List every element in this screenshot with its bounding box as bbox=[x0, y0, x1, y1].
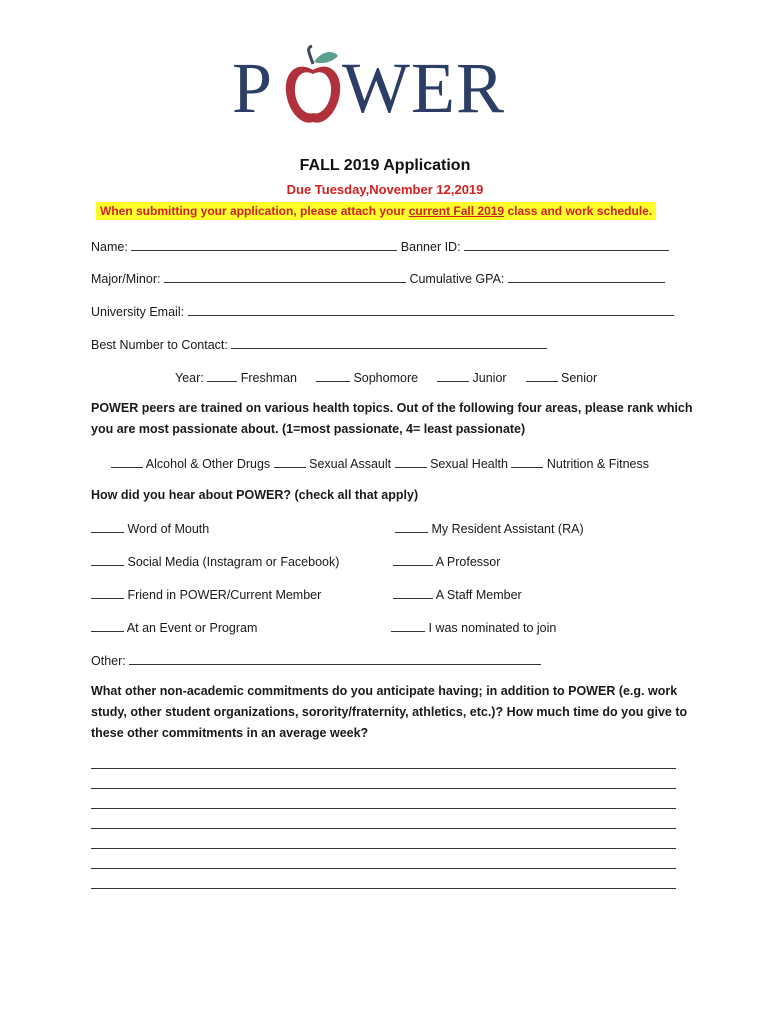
email-row bbox=[91, 303, 674, 320]
rank-question-line-1: POWER peers are trained on various health topics. Out of the following four areas, please rank which bbox=[91, 401, 693, 415]
option-label: I was nominated to join bbox=[428, 621, 557, 635]
hear-option-nominated bbox=[391, 619, 556, 636]
answer-line[interactable] bbox=[91, 888, 676, 889]
commitments-question bbox=[91, 681, 687, 744]
senior-blank[interactable] bbox=[526, 369, 558, 382]
rank-blank-nutrition[interactable] bbox=[511, 455, 543, 468]
rank-blank-sexual-health[interactable] bbox=[395, 455, 427, 468]
apple-icon bbox=[282, 44, 344, 128]
gpa-label: Cumulative GPA: bbox=[409, 272, 505, 286]
option-label: My Resident Assistant (RA) bbox=[431, 522, 584, 536]
contact-field[interactable] bbox=[231, 336, 547, 349]
check-blank[interactable] bbox=[393, 586, 433, 599]
check-blank[interactable] bbox=[393, 553, 433, 566]
form-title: FALL 2019 Application bbox=[299, 157, 471, 174]
answer-line[interactable] bbox=[91, 808, 676, 809]
commitments-line-3: these other commitments in an average week? bbox=[91, 726, 369, 740]
notice-text-start: When submitting your application, please attach your bbox=[100, 204, 409, 218]
other-field[interactable] bbox=[129, 652, 541, 665]
answer-line[interactable] bbox=[91, 868, 676, 869]
hear-option-social-media bbox=[91, 553, 339, 570]
major-row bbox=[91, 270, 665, 287]
power-logo bbox=[232, 44, 552, 128]
hear-option-professor bbox=[393, 553, 500, 570]
year-freshman: Freshman bbox=[240, 371, 297, 385]
major-label: Major/Minor: bbox=[91, 272, 161, 286]
rank-question bbox=[91, 398, 693, 440]
year-sophomore: Sophomore bbox=[353, 371, 419, 385]
hear-option-word-of-mouth bbox=[91, 520, 209, 537]
logo-letter-p: P bbox=[232, 48, 274, 128]
option-label: At an Event or Program bbox=[126, 621, 258, 635]
hear-option-staff bbox=[393, 586, 522, 603]
option-label: Word of Mouth bbox=[127, 522, 210, 536]
email-label: University Email: bbox=[91, 305, 185, 319]
gpa-field[interactable] bbox=[508, 270, 665, 283]
year-row bbox=[175, 369, 597, 386]
hear-option-event bbox=[91, 619, 257, 636]
check-blank[interactable] bbox=[91, 586, 124, 599]
name-row bbox=[91, 238, 669, 255]
option-label: Friend in POWER/Current Member bbox=[127, 588, 322, 602]
option-label: A Staff Member bbox=[435, 588, 522, 602]
due-date: Due Tuesday,November 12,2019 bbox=[286, 182, 484, 197]
banner-id-label: Banner ID: bbox=[400, 240, 461, 254]
rank-question-line-2: you are most passionate about. (1=most passionate, 4= least passionate) bbox=[91, 422, 526, 436]
notice-text-end: class and work schedule. bbox=[504, 204, 653, 218]
logo-letters-wer: WER bbox=[342, 48, 505, 128]
rank-alcohol: Alcohol & Other Drugs bbox=[145, 457, 271, 471]
rank-options-row bbox=[111, 455, 649, 472]
hear-option-ra bbox=[395, 520, 584, 537]
rank-blank-alcohol[interactable] bbox=[111, 455, 143, 468]
commitments-line-1: What other non-academic commitments do you anticipate having; in addition to POWER (e.g. work bbox=[91, 684, 678, 698]
rank-sexual-health: Sexual Health bbox=[430, 457, 508, 471]
freshman-blank[interactable] bbox=[207, 369, 237, 382]
year-junior: Junior bbox=[472, 371, 507, 385]
answer-line[interactable] bbox=[91, 828, 676, 829]
name-field[interactable] bbox=[131, 238, 397, 251]
name-label: Name: bbox=[91, 240, 128, 254]
rank-blank-assault[interactable] bbox=[274, 455, 306, 468]
check-blank[interactable] bbox=[395, 520, 428, 533]
year-label: Year: bbox=[175, 371, 204, 385]
check-blank[interactable] bbox=[391, 619, 425, 632]
major-field[interactable] bbox=[164, 270, 406, 283]
answer-line[interactable] bbox=[91, 848, 676, 849]
check-blank[interactable] bbox=[91, 553, 124, 566]
option-label: A Professor bbox=[435, 555, 501, 569]
email-field[interactable] bbox=[188, 303, 674, 316]
check-blank[interactable] bbox=[91, 619, 124, 632]
other-label: Other: bbox=[91, 654, 126, 668]
hear-question: How did you hear about POWER? (check all that apply) bbox=[91, 488, 419, 502]
option-label: Social Media (Instagram or Facebook) bbox=[127, 555, 340, 569]
junior-blank[interactable] bbox=[437, 369, 469, 382]
answer-line[interactable] bbox=[91, 788, 676, 789]
banner-id-field[interactable] bbox=[464, 238, 669, 251]
check-blank[interactable] bbox=[91, 520, 124, 533]
commitments-line-2: study, other student organizations, sorority/fraternity, athletics, etc.)? How much time do you give to bbox=[91, 705, 688, 719]
other-row bbox=[91, 652, 541, 669]
contact-row bbox=[91, 336, 547, 353]
rank-sexual-assault: Sexual Assault bbox=[309, 457, 392, 471]
hear-option-friend bbox=[91, 586, 321, 603]
notice-text-underlined: current Fall 2019 bbox=[408, 204, 505, 218]
attachment-notice bbox=[96, 202, 656, 220]
answer-line[interactable] bbox=[91, 768, 676, 769]
contact-label: Best Number to Contact: bbox=[91, 338, 228, 352]
year-senior: Senior bbox=[561, 371, 598, 385]
sophomore-blank[interactable] bbox=[316, 369, 350, 382]
rank-nutrition: Nutrition & Fitness bbox=[546, 457, 650, 471]
